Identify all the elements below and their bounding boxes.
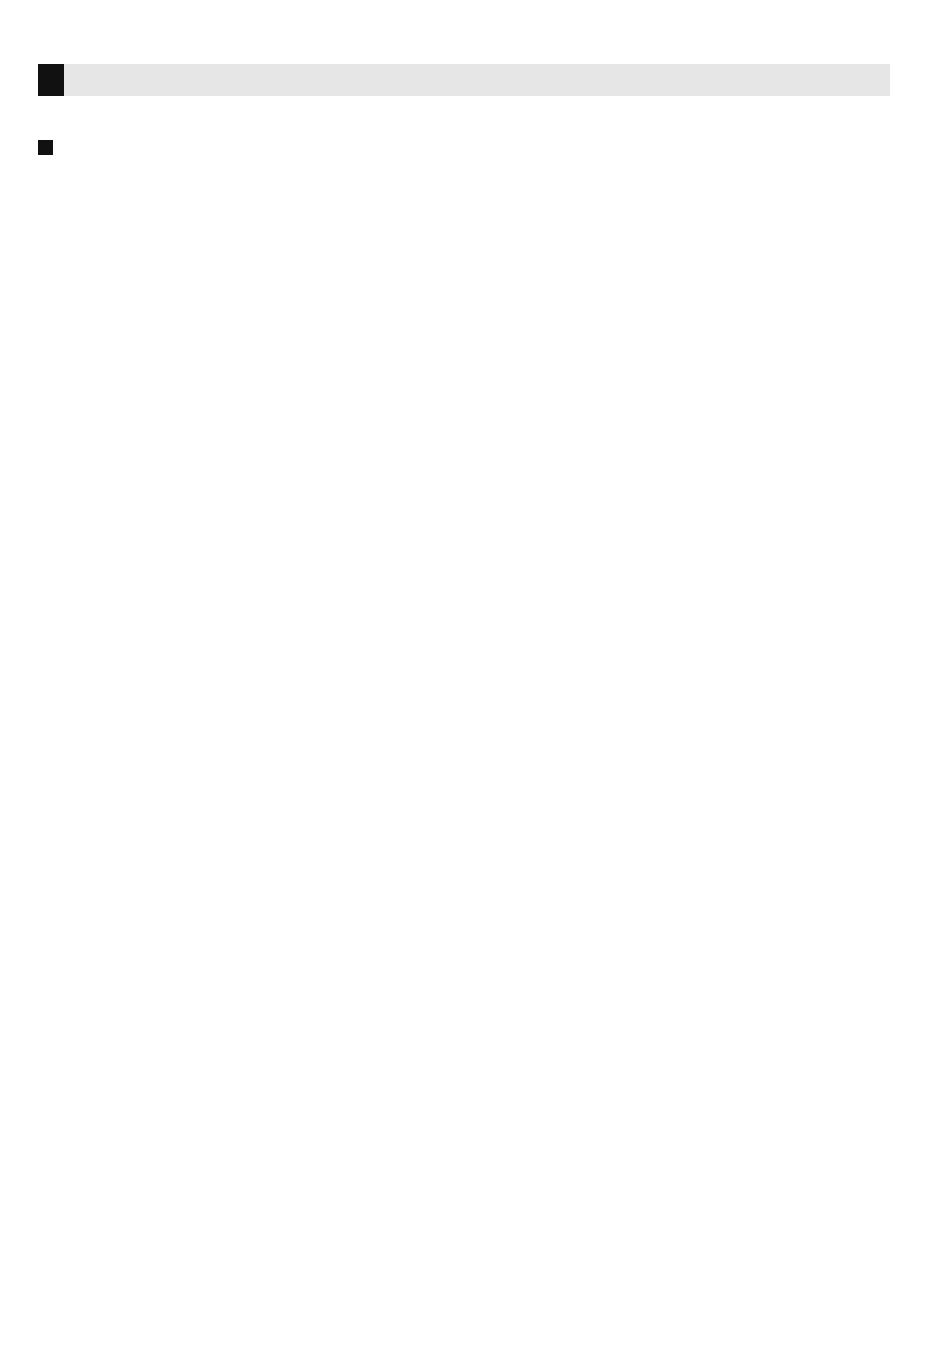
square-bullet-icon [38, 140, 53, 155]
program-readout-table [41, 176, 887, 1334]
section-number [38, 64, 64, 96]
section-header-bar [38, 64, 890, 96]
